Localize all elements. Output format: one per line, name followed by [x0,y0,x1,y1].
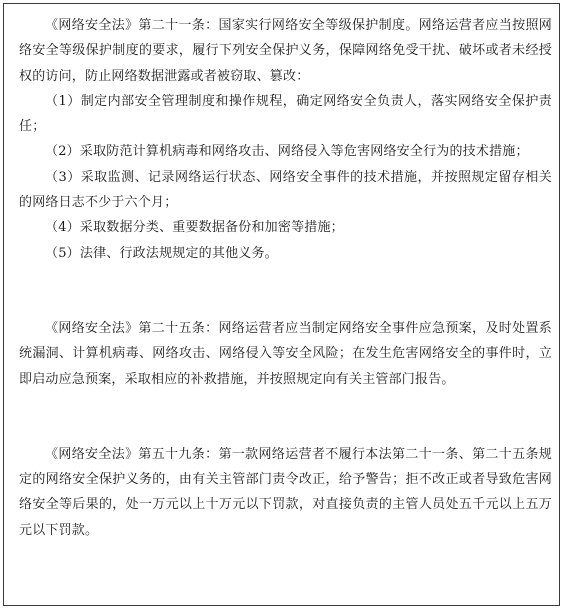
article-25-section [19,316,552,392]
article-21-item-3: （3）采取监测、记录网络运行状态、网络安全事件的技术措施，并按照规定留存相关的网络日志不少于六个月； [19,169,552,211]
article-21-intro: 《网络安全法》第二十一条：国家实行网络安全等级保护制度。网络运营者应当按照网络安全等级保护制度的要求，履行下列安全保护义务，保障网络免受干扰、破坏或者未经授权的访问，防止网络数据泄露或者被窃取、篡改： [19,18,552,84]
article-21-item-5: （5）法律、行政法规规定的其他义务。 [45,245,278,261]
article-25-text: 《网络安全法》第二十五条：网络运营者应当制定网络安全事件应急预案，及时处置系统漏洞、计算机病毒、网络攻击、网络侵入等安全风险；在发生危害网络安全的事件时，立即启动应急预案，采取相应的补救措施，并按照规定向有关主管部门报告。 [19,320,552,387]
article-21-section [19,13,552,266]
section-spacer [19,392,552,442]
document-content [19,13,552,543]
article-21-item-1: （1）制定内部安全管理制度和操作规程，确定网络安全负责人，落实网络安全保护责任； [19,93,552,135]
section-spacer [19,266,552,316]
article-21-item-2: （2）采取防范计算机病毒和网络攻击、网络侵入等危害网络安全行为的技术措施； [45,144,529,160]
article-21-item-4: （4）采取数据分类、重要数据备份和加密等措施； [45,220,344,236]
article-59-section [19,442,552,543]
document-frame [3,3,560,606]
article-59-text: 《网络安全法》第五十九条：第一款网络运营者不履行本法第二十一条、第二十五条规定的网络安全保护义务的，由有关主管部门责令改正，给予警告；拒不改正或者导致危害网络安全等后果的，处一万元以上十万元以下罚款，对直接负责的主管人员处五千元以上五万元以下罚款。 [19,446,552,538]
